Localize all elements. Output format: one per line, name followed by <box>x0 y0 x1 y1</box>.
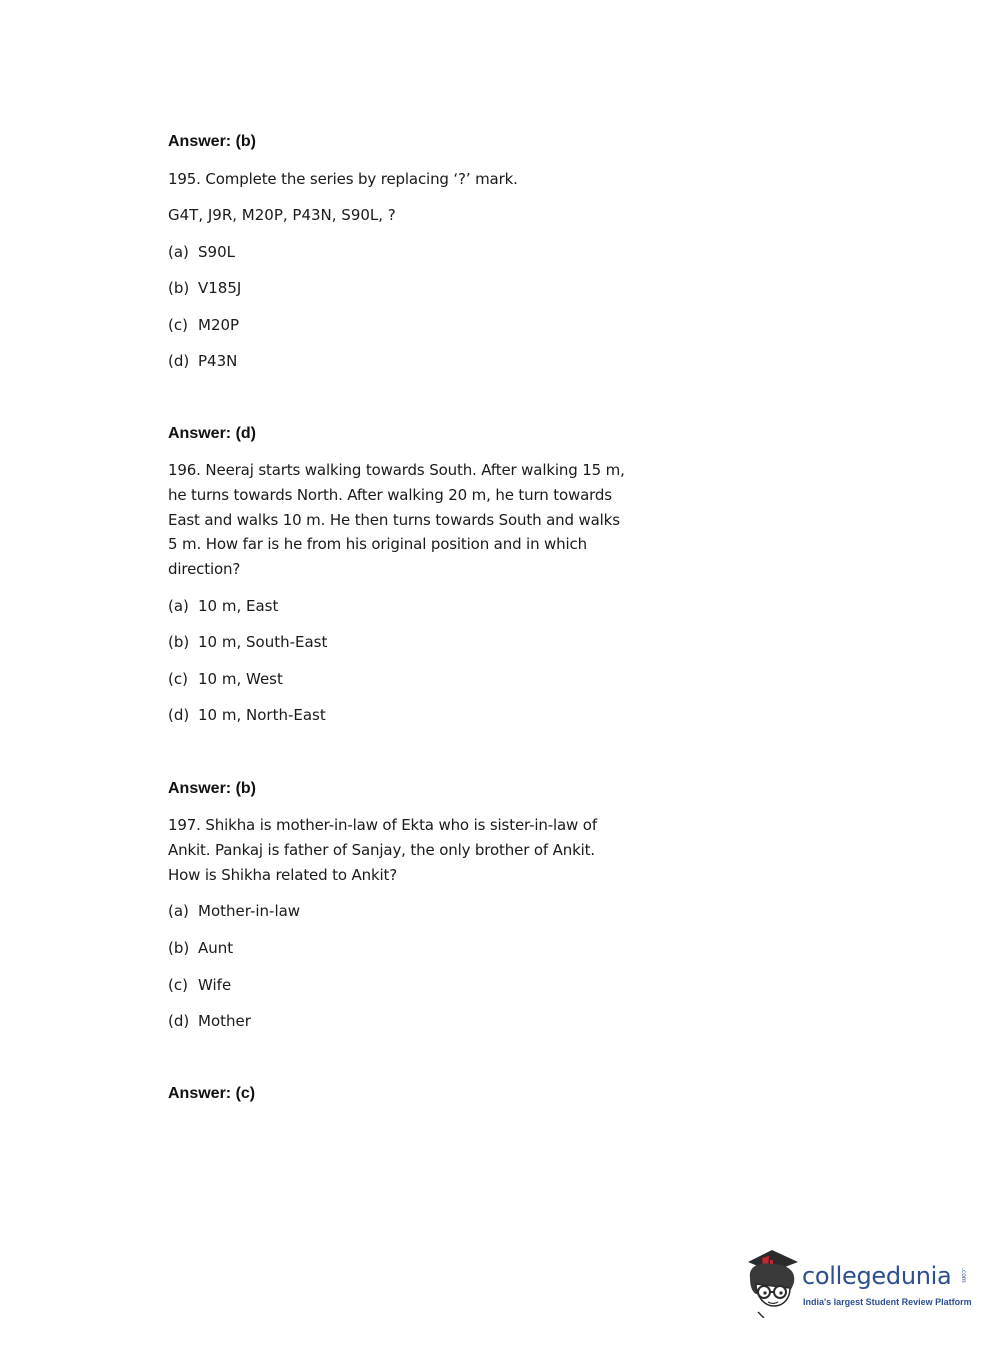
option-text: M20P <box>198 316 240 334</box>
option-text: Wife <box>198 976 232 994</box>
option-text: 10 m, South-East <box>198 633 328 651</box>
brand-domain: .com <box>960 1268 967 1283</box>
option-item <box>168 316 239 334</box>
option-item <box>168 670 283 688</box>
option-label: (d) <box>168 1012 190 1030</box>
option-label: (c) <box>168 976 188 994</box>
option-item <box>168 976 231 994</box>
option-text: Aunt <box>198 939 234 957</box>
question-text: 195. Complete the series by replacing ‘?’ mark. <box>168 170 518 188</box>
brand-name: collegedunia <box>802 1262 952 1290</box>
option-item <box>168 902 300 920</box>
question-text: 197. Shikha is mother-in-law of Ekta who is sister-in-law of Ankit. Pankaj is father of Sanjay, the only brother of Ankit. How is Shikha related to Ankit? <box>168 816 597 884</box>
collegedunia-logo <box>742 1248 972 1318</box>
option-label: (c) <box>168 670 188 688</box>
series-text: G4T, J9R, M20P, P43N, S90L, ? <box>168 206 396 224</box>
option-item <box>168 633 327 651</box>
option-item <box>168 939 233 957</box>
option-label: (b) <box>168 633 190 651</box>
answer-label: Answer: (b) <box>168 133 256 150</box>
option-item <box>168 597 278 615</box>
option-label: (b) <box>168 279 190 297</box>
option-text: Mother <box>198 1012 251 1030</box>
option-item <box>168 1012 251 1030</box>
mascot-icon <box>742 1248 804 1318</box>
option-label: (c) <box>168 316 188 334</box>
option-text: 10 m, North-East <box>198 706 326 724</box>
option-label: (a) <box>168 902 189 920</box>
option-item <box>168 706 326 724</box>
option-text: S90L <box>198 243 235 261</box>
option-text: P43N <box>198 352 238 370</box>
option-text: 10 m, East <box>198 597 279 615</box>
option-label: (b) <box>168 939 190 957</box>
option-label: (d) <box>168 706 190 724</box>
answer-label: Answer: (c) <box>168 1085 256 1102</box>
question-text: 196. Neeraj starts walking towards South. After walking 15 m, he turns towards North. After walking 20 m, he turn towards East and walks 10 m. He then turns towards South and walks 5 m. How far is he from his original position and in which direction? <box>168 461 625 579</box>
option-label: (d) <box>168 352 190 370</box>
option-label: (a) <box>168 243 189 261</box>
answer-label: Answer: (b) <box>168 780 256 797</box>
option-item <box>168 352 237 370</box>
option-text: Mother-in-law <box>198 902 301 920</box>
option-label: (a) <box>168 597 189 615</box>
option-item <box>168 243 235 261</box>
brand-tagline: India's largest Student Review Platform <box>803 1297 972 1307</box>
answer-label: Answer: (d) <box>168 425 256 442</box>
option-text: 10 m, West <box>198 670 283 688</box>
option-item <box>168 279 241 297</box>
option-text: V185J <box>198 279 242 297</box>
